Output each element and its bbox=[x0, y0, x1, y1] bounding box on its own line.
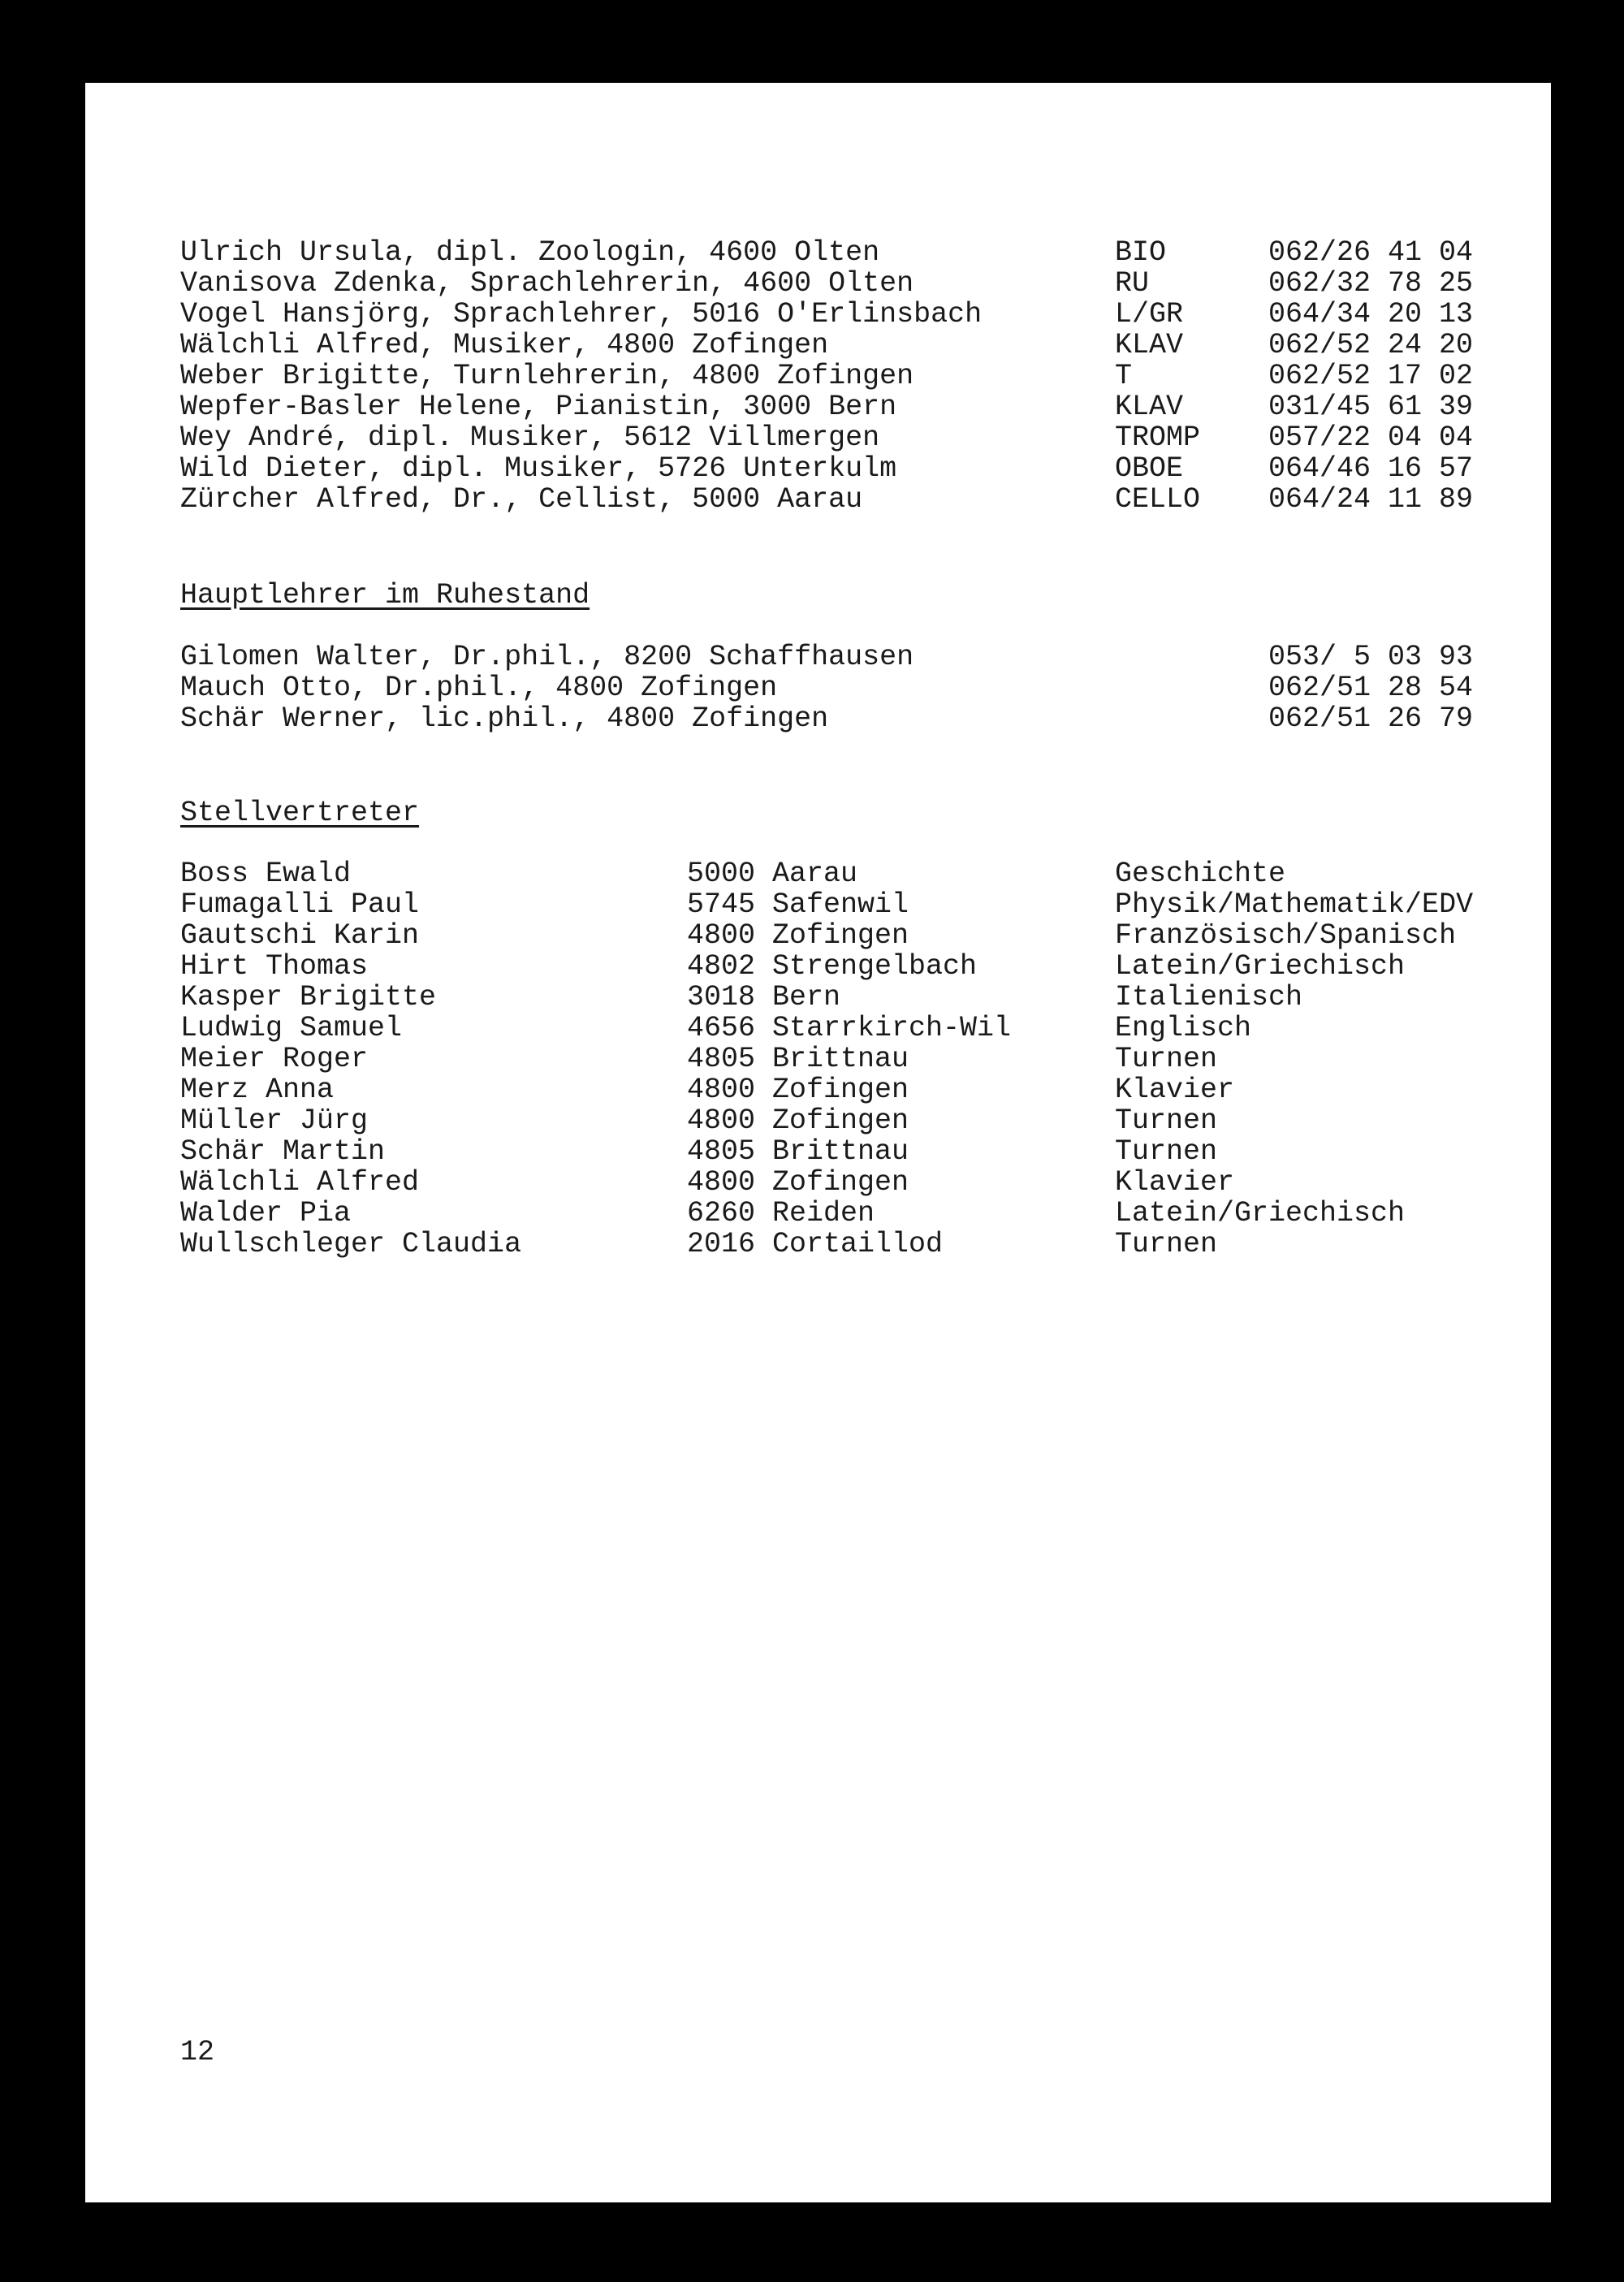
teacher-subject-code: BIO bbox=[1115, 236, 1167, 269]
teacher-entry: Vogel Hansjörg, Sprachlehrer, 5016 O'Erlinsbach bbox=[180, 298, 983, 331]
section-heading-substitutes: Stellvertreter bbox=[180, 797, 420, 829]
teacher-entry: Wepfer-Basler Helene, Pianistin, 3000 Bern bbox=[180, 391, 897, 423]
substitute-place: 4800 Zofingen bbox=[687, 1166, 909, 1199]
substitute-place: 4800 Zofingen bbox=[687, 1104, 909, 1137]
section-heading-retired: Hauptlehrer im Ruhestand bbox=[180, 579, 590, 612]
substitute-subject: Latein/Griechisch bbox=[1115, 1197, 1406, 1230]
substitute-place: 4800 Zofingen bbox=[687, 1074, 909, 1106]
teacher-entry: Wild Dieter, dipl. Musiker, 5726 Unterkulm bbox=[180, 452, 897, 485]
substitute-place: 5745 Safenwil bbox=[687, 888, 909, 921]
substitute-place: 4805 Brittnau bbox=[687, 1135, 909, 1168]
substitute-name: Boss Ewald bbox=[180, 858, 352, 890]
substitute-name: Gautschi Karin bbox=[180, 919, 420, 952]
substitute-place: 3018 Bern bbox=[687, 981, 841, 1014]
substitute-subject: Italienisch bbox=[1115, 981, 1303, 1014]
retired-entry: Mauch Otto, Dr.phil., 4800 Zofingen bbox=[180, 672, 778, 704]
retired-phone: 053/ 5 03 93 bbox=[1268, 641, 1474, 673]
teacher-entry: Zürcher Alfred, Dr., Cellist, 5000 Aarau bbox=[180, 483, 863, 516]
substitute-place: 4805 Brittnau bbox=[687, 1043, 909, 1075]
teacher-phone: 031/45 61 39 bbox=[1268, 391, 1474, 423]
substitute-name: Schär Martin bbox=[180, 1135, 386, 1168]
substitute-name: Walder Pia bbox=[180, 1197, 352, 1230]
teacher-subject-code: RU bbox=[1115, 267, 1150, 300]
substitute-name: Meier Roger bbox=[180, 1043, 369, 1075]
substitute-subject: Turnen bbox=[1115, 1104, 1218, 1137]
substitute-place: 4800 Zofingen bbox=[687, 919, 909, 952]
substitute-subject: Klavier bbox=[1115, 1166, 1235, 1199]
teacher-phone: 062/52 17 02 bbox=[1268, 360, 1474, 392]
substitute-subject: Turnen bbox=[1115, 1135, 1218, 1168]
teacher-subject-code: OBOE bbox=[1115, 452, 1184, 485]
substitute-name: Merz Anna bbox=[180, 1074, 335, 1106]
teacher-subject-code: CELLO bbox=[1115, 483, 1201, 516]
substitute-name: Wälchli Alfred bbox=[180, 1166, 420, 1199]
retired-entry: Schär Werner, lic.phil., 4800 Zofingen bbox=[180, 702, 829, 735]
substitute-place: 4802 Strengelbach bbox=[687, 950, 978, 983]
retired-phone: 062/51 28 54 bbox=[1268, 672, 1474, 704]
teacher-entry: Ulrich Ursula, dipl. Zoologin, 4600 Olten bbox=[180, 236, 880, 269]
teacher-subject-code: T bbox=[1115, 360, 1133, 392]
retired-phone: 062/51 26 79 bbox=[1268, 702, 1474, 735]
substitute-name: Kasper Brigitte bbox=[180, 981, 437, 1014]
substitute-subject: Englisch bbox=[1115, 1012, 1252, 1044]
teacher-subject-code: TROMP bbox=[1115, 421, 1201, 454]
substitute-subject: Französisch/Spanisch bbox=[1115, 919, 1457, 952]
teacher-entry: Wälchli Alfred, Musiker, 4800 Zofingen bbox=[180, 329, 829, 361]
substitute-place: 5000 Aarau bbox=[687, 858, 858, 890]
teacher-entry: Vanisova Zdenka, Sprachlehrerin, 4600 Olten bbox=[180, 267, 914, 300]
retired-entry: Gilomen Walter, Dr.phil., 8200 Schaffhausen bbox=[180, 641, 914, 673]
teacher-subject-code: L/GR bbox=[1115, 298, 1184, 331]
teacher-phone: 057/22 04 04 bbox=[1268, 421, 1474, 454]
teacher-subject-code: KLAV bbox=[1115, 329, 1184, 361]
substitute-subject: Turnen bbox=[1115, 1228, 1218, 1260]
document-page bbox=[85, 83, 1551, 2202]
teacher-phone: 064/34 20 13 bbox=[1268, 298, 1474, 331]
substitute-place: 2016 Cortaillod bbox=[687, 1228, 944, 1260]
substitute-subject: Geschichte bbox=[1115, 858, 1286, 890]
substitute-name: Hirt Thomas bbox=[180, 950, 369, 983]
substitute-name: Wullschleger Claudia bbox=[180, 1228, 522, 1260]
substitute-place: 6260 Reiden bbox=[687, 1197, 875, 1230]
substitute-name: Ludwig Samuel bbox=[180, 1012, 403, 1044]
substitute-name: Fumagalli Paul bbox=[180, 888, 420, 921]
teacher-phone: 062/26 41 04 bbox=[1268, 236, 1474, 269]
teacher-phone: 062/52 24 20 bbox=[1268, 329, 1474, 361]
substitute-name: Müller Jürg bbox=[180, 1104, 369, 1137]
substitute-subject: Physik/Mathematik/EDV bbox=[1115, 888, 1474, 921]
teacher-phone: 064/46 16 57 bbox=[1268, 452, 1474, 485]
teacher-entry: Weber Brigitte, Turnlehrerin, 4800 Zofingen bbox=[180, 360, 914, 392]
page-number: 12 bbox=[180, 2036, 215, 2068]
substitute-subject: Turnen bbox=[1115, 1043, 1218, 1075]
teacher-phone: 062/32 78 25 bbox=[1268, 267, 1474, 300]
teacher-subject-code: KLAV bbox=[1115, 391, 1184, 423]
substitute-subject: Latein/Griechisch bbox=[1115, 950, 1406, 983]
substitute-place: 4656 Starrkirch-Wil bbox=[687, 1012, 1012, 1044]
teacher-entry: Wey André, dipl. Musiker, 5612 Villmergen bbox=[180, 421, 880, 454]
substitute-subject: Klavier bbox=[1115, 1074, 1235, 1106]
teacher-phone: 064/24 11 89 bbox=[1268, 483, 1474, 516]
